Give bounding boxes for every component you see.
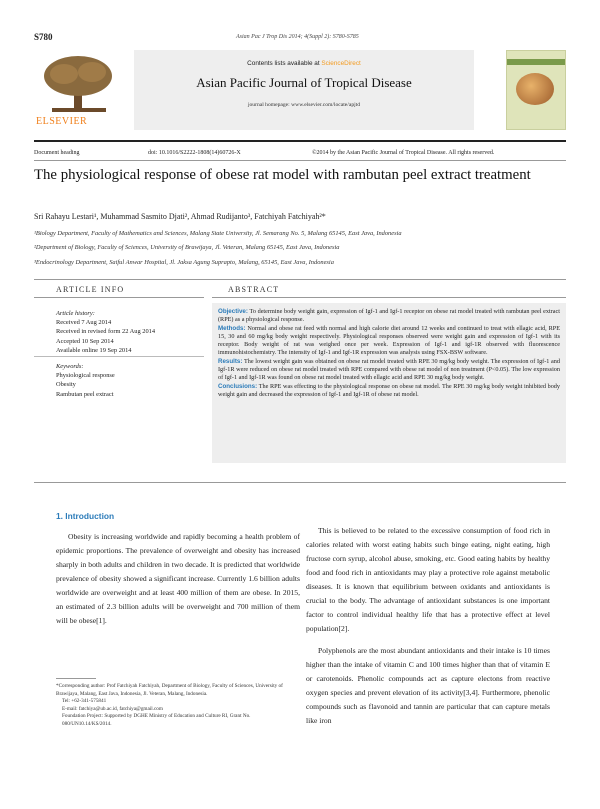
journal-info-box <box>134 50 474 130</box>
objective-label: Objective: <box>218 308 248 315</box>
contents-prefix: Contents lists available at <box>247 60 322 67</box>
history-accepted: Accepted 10 Sep 2014 <box>56 337 114 345</box>
methods-text: Normal and obese rat feed with normal and high calorie diet around 12 weeks and continued to treat with ellagic acid, RPE 15, 30 and 60 mg/kg body weight respectively. Physiological responses observed were weight gain and expression of Igf-1 with its receptor. Body weight of rat was weighed once per week. Expression of Igf-1 and igf-1R observed with fluorescence immunohistochemistry. The intensity of Igf-1 and Igf-1R expression was analysis using FSX-BSW software. <box>218 324 560 357</box>
elsevier-tree-icon <box>34 52 126 116</box>
section-heading-introduction: 1. Introduction <box>56 511 115 521</box>
keywords-label: Keywords: <box>56 363 84 370</box>
results-label: Results: <box>218 357 243 365</box>
footnote-author: *Corresponding author: Prof Fatchiyah Fatchiyah, Department of Biology, Faculty of Sciences, University of Brawijaya, Malang, East Java, Indonesia, Jl. Veteran, Malang, Indonesia. <box>56 683 283 697</box>
abstract-box <box>212 303 566 463</box>
footnote-funding: Foundation Project: Supported by DGHE Ministry of Education and Culture RI, Grant No. 080/UN10.14/KS/2014. <box>62 713 251 727</box>
abstract-heading: ABSTRACT <box>228 285 280 294</box>
abstract-conclusions <box>218 383 560 400</box>
journal-cover-image <box>506 50 566 130</box>
objective-text: To determine body weight gain, expression of Igf-1 and Igf-1 receptor on obese rat model treated with rambutan peel extract (RPE) as a physiological response. <box>218 308 560 324</box>
intro-paragraph-3: Polyphenols are the most abundant antioxidants and their intake is 10 times higher than the intake of vitamin C and 100 times higher than that of vitamin E or carotenoids. Phenolic compounds act as capture electons from reactive oxygen species and prevent elevation of its activity[3,4]. Furthermore, phenolic compounds such as flavonoid and tannin are particular that can capture metals like iron <box>306 646 550 725</box>
elsevier-logo <box>34 52 126 130</box>
publisher-name: ELSEVIER <box>36 116 88 127</box>
article-history <box>56 309 206 355</box>
document-heading: Document heading <box>34 150 80 156</box>
copyright: ©2014 by the Asian Pacific Journal of Tropical Disease. All rights reserved. <box>312 150 495 156</box>
abstract-results <box>218 358 560 383</box>
article-title: The physiological response of obese rat model with rambutan peel extract treatment <box>34 167 531 183</box>
divider <box>34 279 566 280</box>
corresponding-author-footnote <box>56 683 300 729</box>
keywords <box>56 362 206 399</box>
cover-stripe <box>507 59 565 65</box>
divider <box>34 160 566 161</box>
journal-banner <box>34 50 566 132</box>
journal-title: Asian Pacific Journal of Tropical Disease <box>196 75 412 90</box>
abstract-methods <box>218 325 560 358</box>
journal-homepage[interactable]: journal homepage: www.elsevier.com/locate/apjtd <box>247 102 361 108</box>
keyword-item: Rambutan peel extract <box>56 390 114 398</box>
keyword-item: Physiological response <box>56 372 115 380</box>
history-received: Received 7 Aug 2014 <box>56 319 112 327</box>
footnote-divider <box>56 678 96 679</box>
article-info-heading: ARTICLE INFO <box>56 285 125 294</box>
results-text: The lowest weight gain was obtained on obese rat model treated with RPE 30 mg/kg body weight. The expression of Igf-1 and Igf-1R were reduced on obese rat model treated with RPE compared with obese rat model of non treatment (P<0.05). The low expression of Igf-1 and Igf-1R was found on obese rat model treated with ellagic acid and RPE 30 mg/kg body weight. <box>218 357 560 382</box>
divider <box>34 140 566 142</box>
footnote-tel: Tel: +62-341-575841 <box>62 698 107 705</box>
intro-paragraph-1: Obesity is increasing worldwide and rapidly becoming a health problem of epidemic proportions. The prevalence of overweight and obesity has increased sharply in both adults and children in two decade. It is predicted that worldwide prevalence of obesity showed a significant increase. Currently 1.6 billion adults worldwide are overweight and at least 400 million of them are obese. In 2015, an estimated of 2.3 billion adults will be overweight and 700 million of them will be obese[1]. <box>56 532 300 625</box>
history-online: Available online 19 Sep 2014 <box>56 346 132 354</box>
paragraph-gap <box>306 636 550 644</box>
page-number: S780 <box>34 32 53 42</box>
cover-illustration <box>516 73 554 105</box>
contents-line <box>134 60 474 67</box>
history-revised: Received in revised form 22 Aug 2014 <box>56 328 156 336</box>
footnote-email[interactable]: E-mail: fatchiya@ub.ac.id, fatchiya@gmail.com <box>62 705 163 712</box>
right-column <box>306 524 550 728</box>
affiliation-3: ³Endocrinology Department, Saiful Anwar Hospital, Jl. Jaksa Agung Suprapto, Malang, 65145, East Java, Indonesia <box>34 259 334 266</box>
affiliation-2: ²Department of Biology, Faculty of Sciences, University of Brawijaya, Jl. Veteran, Malang 65145, East Java, Indonesia <box>34 244 340 251</box>
divider <box>34 297 204 298</box>
abstract-objective <box>218 308 560 325</box>
divider <box>34 482 566 483</box>
running-citation: Asian Pac J Trop Dis 2014; 4(Suppl 2): S780-S785 <box>236 34 359 40</box>
left-column <box>56 530 300 628</box>
affiliation-1: ¹Biology Department, Faculty of Mathematics and Sciences, Malang State University, Jl. Semarang No. 5, Malang 65145, East Java, Indonesia <box>34 230 402 237</box>
conclusions-label: Conclusions: <box>218 382 258 390</box>
keyword-item: Obesity <box>56 381 76 389</box>
divider <box>212 297 566 298</box>
methods-label: Methods: <box>218 324 246 332</box>
conclusions-text: The RPE was effecting to the physiological response on obese rat model. The RPE 30 mg/kg body weight inhibited body weight gain and decreased the expression of Igf-1 and Igf-1R of obese rat model. <box>218 382 560 398</box>
sciencedirect-link[interactable]: ScienceDirect <box>321 60 361 67</box>
history-label: Article history: <box>56 310 95 317</box>
doi[interactable]: doi: 10.1016/S2222-1808(14)60726-X <box>148 150 241 156</box>
divider <box>34 356 204 357</box>
intro-paragraph-2: This is believed to be related to the excessive consumption of food rich in calories related with worst eating habits such binge eating, night eating, high fructose corn syrup, alcohol abuse, smoking, etc. Good eating habits by healthy food and food rich in antioxidants may play a protective role against metabolic diseases. It is known that equilibrium between oxidants and antioxidants is crucial to the body. The advantage of antioxidant substances is one important factor to control individual healthy life that has a protective effect at level population[2]. <box>306 526 550 633</box>
author-list: Sri Rahayu Lestari¹, Muhammad Sasmito Djati², Ahmad Rudijanto³, Fatchiyah Fatchiyah²* <box>34 212 326 221</box>
